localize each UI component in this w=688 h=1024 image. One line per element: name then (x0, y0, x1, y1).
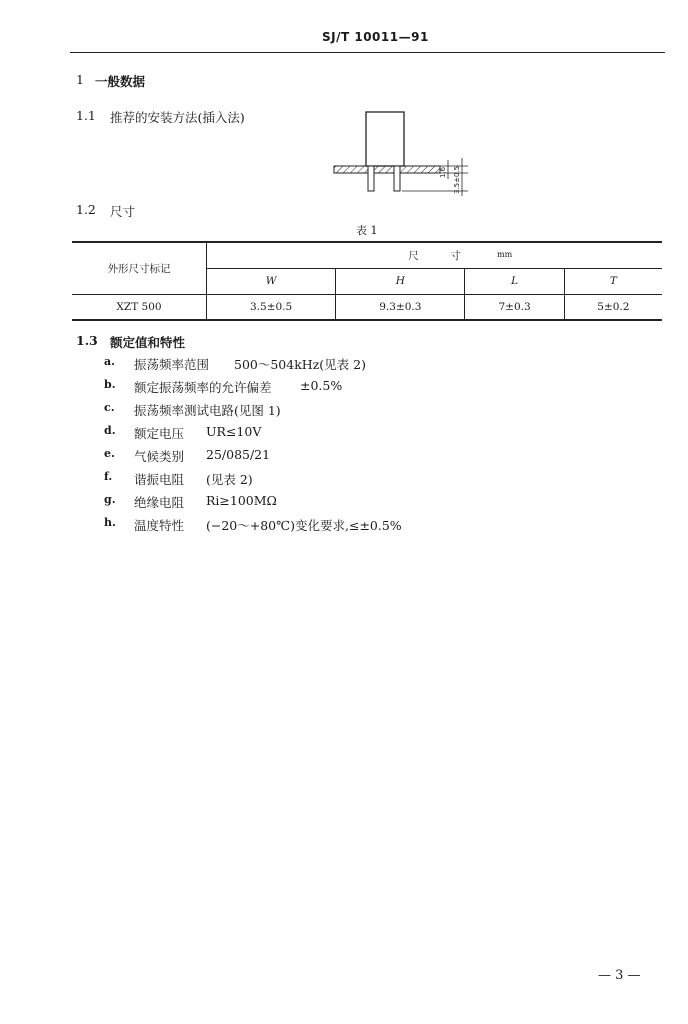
section-1-1-text: 推荐的安装方法(插入法) (110, 110, 245, 125)
column-header-l: L (465, 268, 564, 294)
table-cell: 3.5±0.5 (207, 294, 336, 320)
table-cell: 9.3±0.3 (336, 294, 465, 320)
list-item-label: a. (104, 355, 115, 368)
column-header-t: T (564, 268, 662, 294)
list-item-value: ±0.5% (300, 378, 343, 393)
list-item-value: (−20～+80℃)变化要求,≤±0.5% (206, 518, 402, 533)
list-item-name: 谐振电阻 (134, 472, 185, 487)
list-item-label: c. (104, 401, 115, 414)
component-lead (394, 166, 400, 191)
table-cell: 5±0.2 (564, 294, 662, 320)
header-rule (70, 52, 665, 53)
dimensions-table (72, 241, 662, 321)
list-item-name: 振荡频率范围 (134, 357, 210, 372)
list-item-value: Ri≥100MΩ (206, 493, 277, 508)
component-body (366, 112, 404, 166)
list-item-value: 25/085/21 (206, 447, 271, 462)
list-item-label: d. (104, 424, 116, 437)
section-1-1-number: 1.1 (76, 108, 96, 123)
table-caption: 表 1 (356, 224, 378, 237)
list-item-name: 绝缘电阻 (134, 495, 185, 510)
section-1-3-title: 额定值和特性 (110, 335, 186, 350)
list-item-name: 振荡频率测试电路(见图 1) (134, 403, 281, 418)
circuit-board (334, 166, 440, 173)
dimension-label: 3.5±0.5 (453, 165, 461, 194)
component-lead (368, 166, 374, 191)
list-item-name: 气候类别 (134, 449, 185, 464)
list-item-label: h. (104, 516, 116, 529)
table-cell: 7±0.3 (465, 294, 564, 320)
page-number: — 3 — (598, 968, 641, 983)
list-item-name: 额定电压 (134, 426, 185, 441)
table-group-header (207, 242, 663, 268)
section-1-title: 一般数据 (95, 74, 146, 89)
list-item-label: f. (104, 470, 113, 483)
section-1-2-number: 1.2 (76, 202, 96, 217)
list-item-name: 温度特性 (134, 518, 185, 533)
list-item-value: UR≤10V (206, 424, 262, 439)
table-row (72, 294, 662, 320)
mounting-figure (330, 108, 490, 198)
table-cell-model: XZT 500 (72, 294, 207, 320)
list-item-value: 500～504kHz(见表 2) (234, 357, 366, 372)
table-row-header: 外形尺寸标记 (72, 242, 207, 294)
column-header-w: W (207, 268, 336, 294)
section-1-number: 1 (76, 72, 84, 87)
section-1-2-text: 尺寸 (110, 204, 136, 219)
table-unit: mm (497, 250, 513, 259)
list-item-label: b. (104, 378, 116, 391)
list-item-label: e. (104, 447, 115, 460)
list-item-value: (见表 2) (206, 472, 253, 487)
section-1-3-number: 1.3 (76, 333, 98, 348)
list-item-label: g. (104, 493, 116, 506)
group-header-label: 尺 寸 (408, 249, 461, 262)
dimension-label: 1.6 (439, 166, 447, 178)
list-item-name: 额定振荡频率的允许偏差 (134, 380, 272, 395)
column-header-h: H (336, 268, 465, 294)
standard-number: SJ/T 10011—91 (322, 30, 429, 44)
